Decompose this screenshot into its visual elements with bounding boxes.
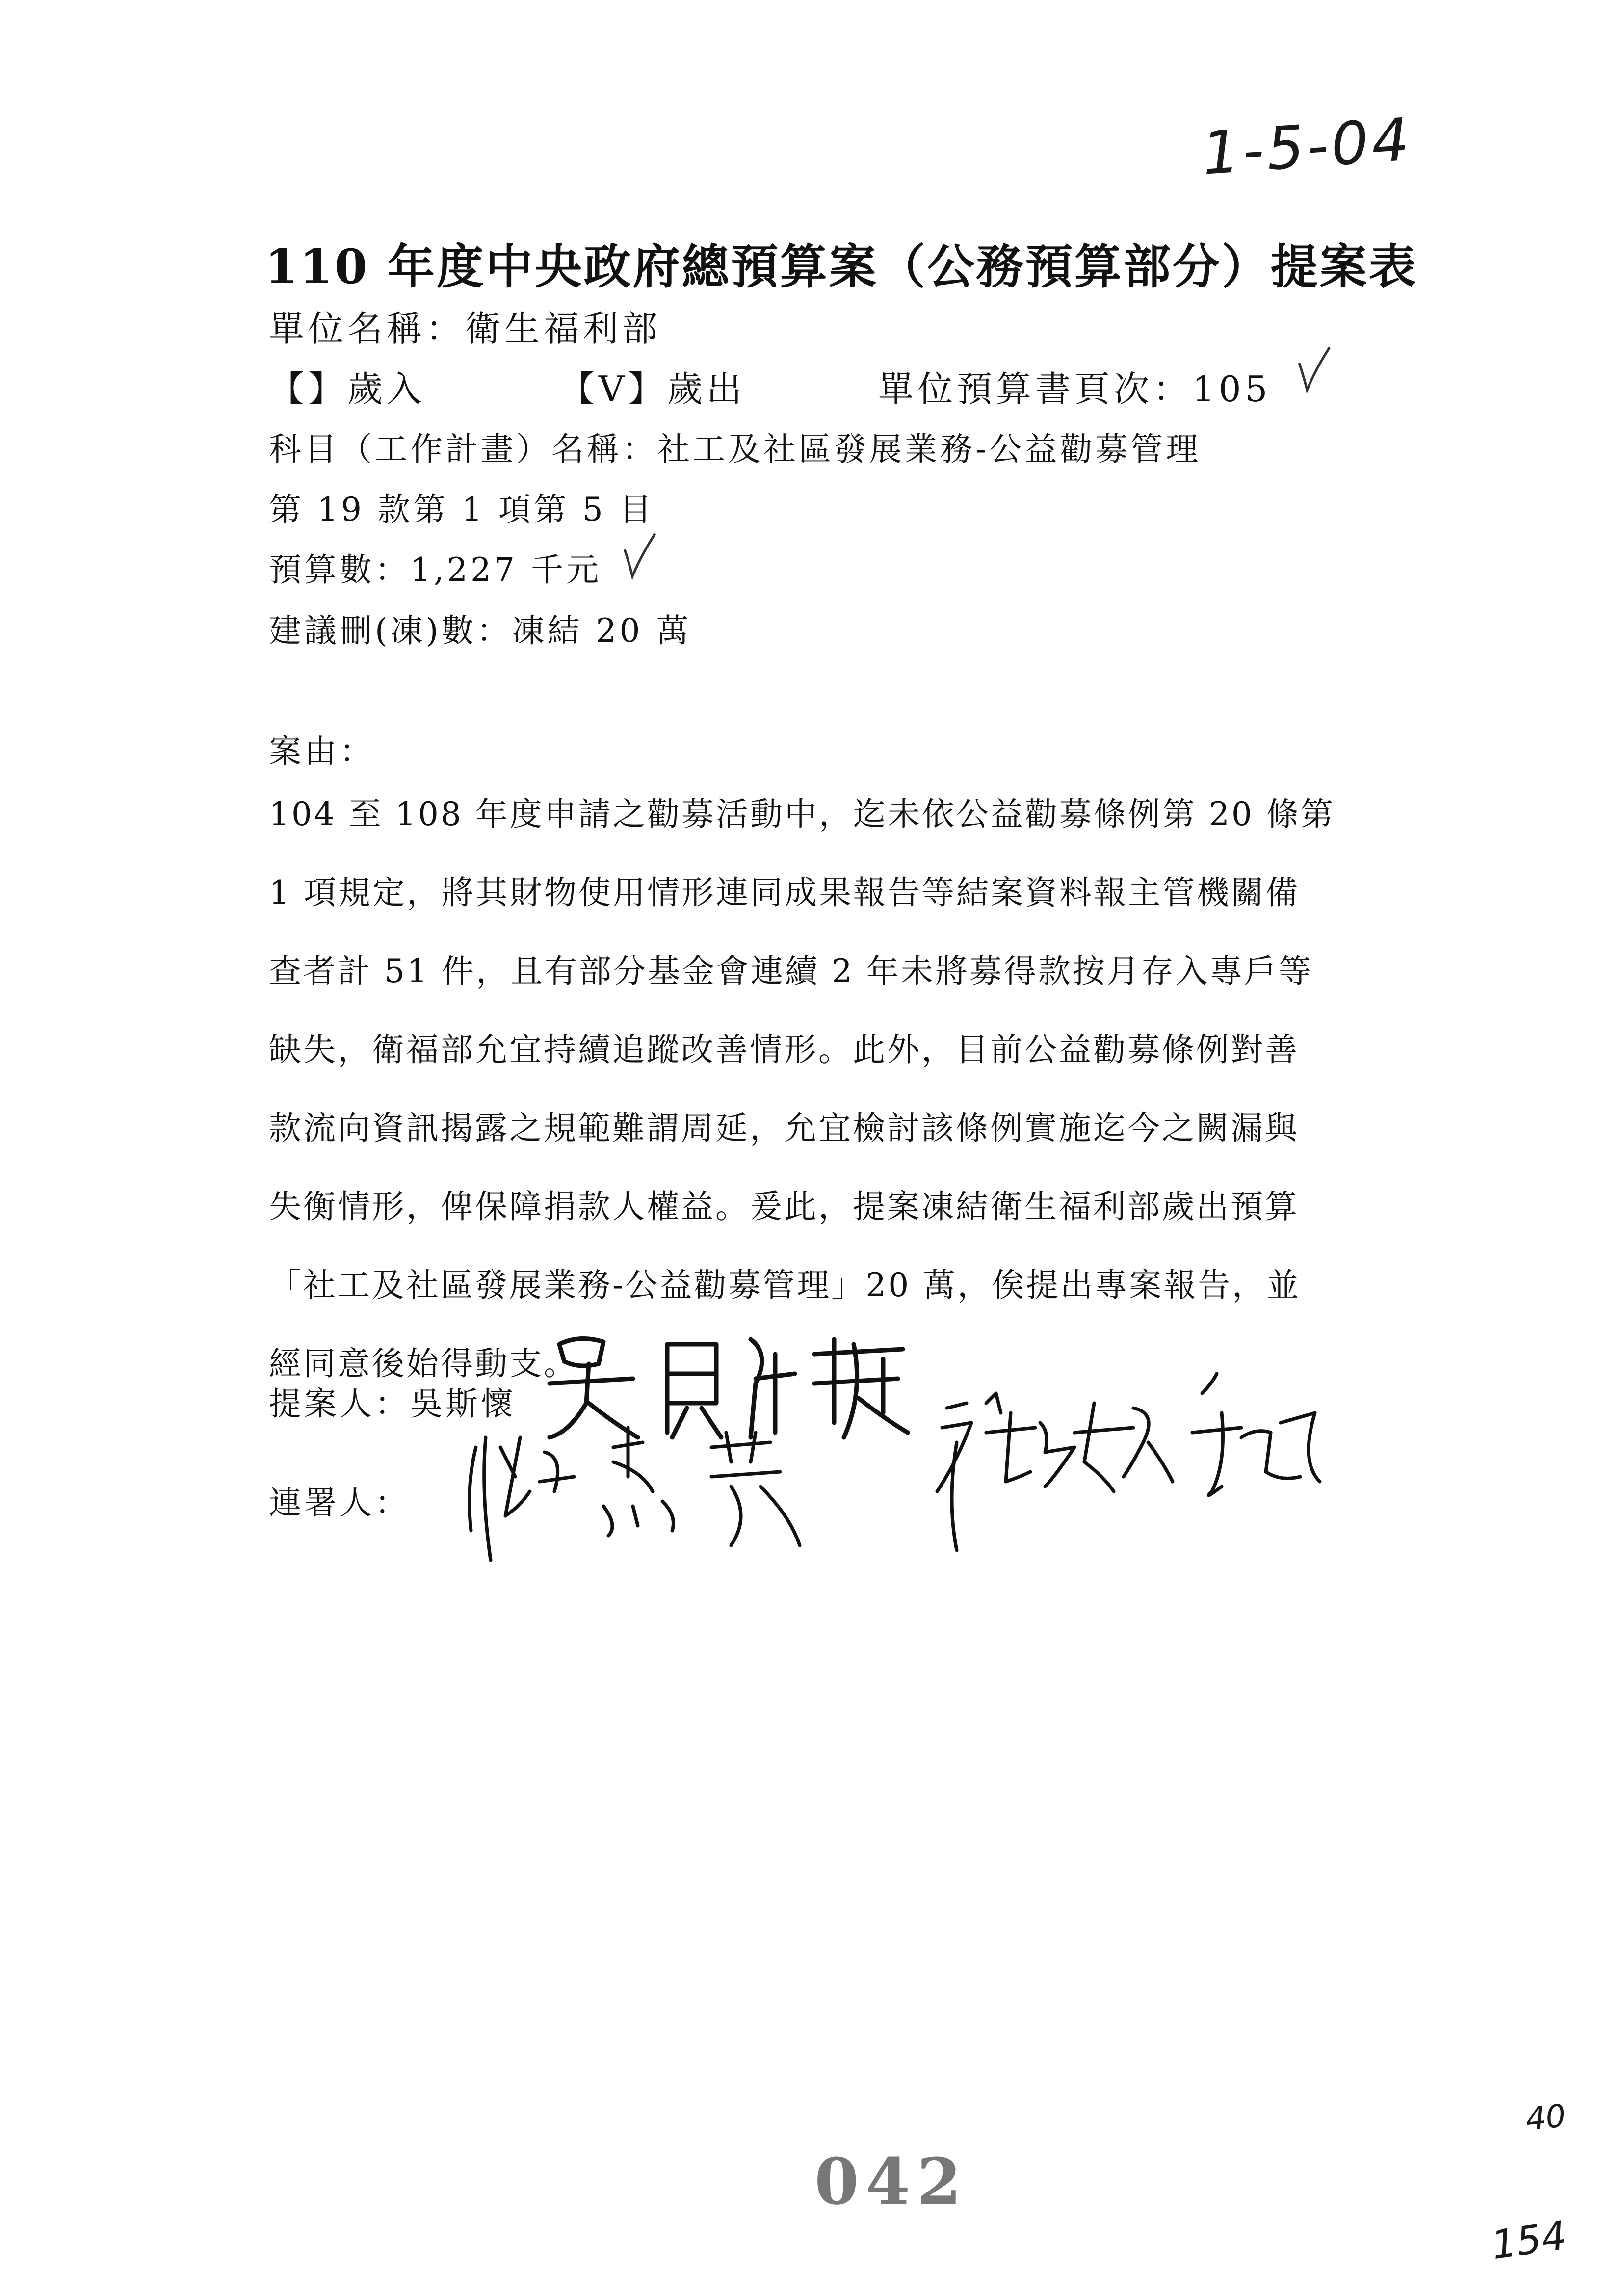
margin-note: 154: [1489, 2212, 1570, 2269]
reason-line: 1 項規定，將其財物使用情形連同成果報告等結案資料報主管機關備: [269, 874, 1300, 912]
reason-line: 失衡情形，俾保障捐款人權益。爰此，提案凍結衛生福利部歲出預算: [269, 1188, 1299, 1226]
reason-line: 款流向資訊揭露之規範難謂周延，允宜檢討該條例實施迄今之闕漏與: [269, 1109, 1299, 1147]
reason-line: 「社工及社區發展業務-公益勸募管理」20 萬，俟提出專案報告，並: [269, 1266, 1301, 1304]
suggested-cut: 建議刪(凍)數：凍結 20 萬: [269, 612, 692, 650]
checkmark-icon: [621, 530, 660, 584]
reason-body: [269, 775, 1412, 1403]
cosigner-signature-1: [456, 1418, 819, 1580]
expense-checkbox-label: 【V】歲出: [559, 368, 746, 410]
budget-section: 第 19 款第 1 項第 5 目: [269, 491, 655, 528]
reason-line: 查者計 51 件，且有部分基金會連續 2 年未將募得款按月存入專戶等: [269, 952, 1313, 990]
cosigner-signature-2: [927, 1364, 1320, 1570]
reason-line: 104 至 108 年度申請之勸募活動中，迄未依公益勸募條例第 20 條第: [269, 795, 1335, 833]
cosigner-label: 連署人：: [269, 1484, 410, 1522]
handwritten-reference: 1-5-04: [1200, 105, 1414, 188]
proposer-label: 提案人：吳斯懷: [269, 1385, 516, 1423]
budget-amount: 預算數：1,227 千元: [269, 551, 602, 589]
reason-line: 經同意後始得動支。: [269, 1345, 578, 1383]
revenue-checkbox-label: 【】歲入: [269, 368, 426, 410]
unit-name: 單位名稱：衛生福利部: [269, 308, 662, 349]
page-title: 110 年度中央政府總預算案（公務預算部分）提案表: [265, 239, 1418, 294]
checkmark-icon: [1295, 343, 1335, 397]
subject-name: 科目（工作計畫）名稱：社工及社區發展業務-公益勸募管理: [269, 430, 1202, 468]
budget-page-number: 單位預算書頁次：105: [878, 368, 1272, 410]
margin-note: 40: [1524, 2097, 1568, 2139]
reason-line: 缺失，衛福部允宜持續追蹤改善情形。此外，目前公益勸募條例對善: [269, 1031, 1299, 1069]
reason-label: 案由：: [269, 732, 375, 770]
page-number: 042: [814, 2144, 969, 2219]
